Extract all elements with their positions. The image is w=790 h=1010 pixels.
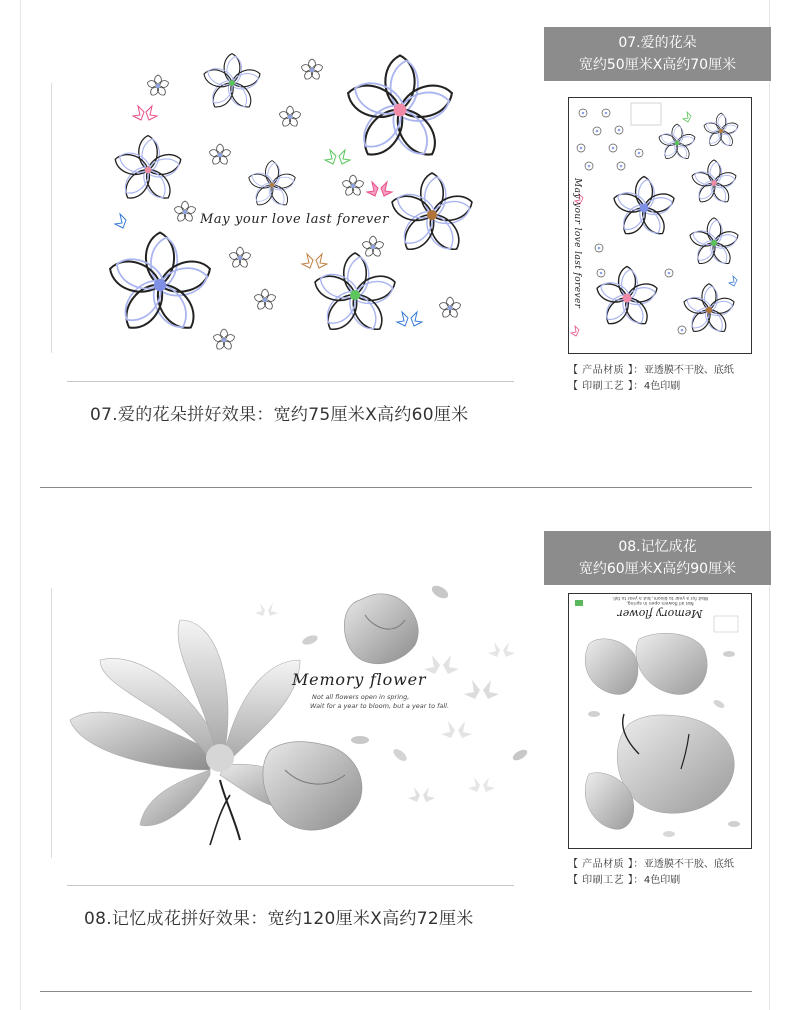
spec-material bbox=[568, 363, 734, 379]
section-separator bbox=[40, 487, 752, 488]
scene-title: Memory flower bbox=[292, 670, 427, 689]
spec-print bbox=[568, 379, 680, 395]
memory-flower-illustration bbox=[60, 580, 530, 880]
product-title: 07.爱的花朵 bbox=[618, 35, 697, 51]
spec-material-value: 亚透膜不干胶、底纸 bbox=[643, 859, 734, 870]
svg-text:May your love last forever: May your love last forever bbox=[572, 178, 582, 309]
product-sheet-size: 宽约60厘米X高约90厘米 bbox=[578, 561, 737, 577]
product-title: 08.记忆成花 bbox=[618, 539, 697, 555]
svg-text:Wait for a year to bloom, but: Wait for a year to bloom, but a year to fall. bbox=[611, 595, 709, 600]
scene-subtitle-2: Wait for a year to bloom, but a year to fall. bbox=[310, 702, 450, 710]
sticker-sheet-art bbox=[569, 98, 751, 353]
assembled-size-caption: 07.爱的花朵拼好效果：宽约75厘米X高约60厘米 bbox=[90, 405, 469, 425]
svg-text:Not all flowers open in spring: Not all flowers open in spring, bbox=[626, 600, 694, 605]
spec-print-key: 【 印刷工艺 】： bbox=[568, 381, 644, 392]
product-scene-07 bbox=[60, 40, 530, 370]
spec-material-value: 亚透膜不干胶、底纸 bbox=[643, 365, 734, 376]
spec-print-value: 4色印刷 bbox=[643, 381, 681, 392]
section-separator bbox=[40, 991, 752, 992]
flower-illustration-07 bbox=[60, 40, 530, 370]
sticker-sheet-preview bbox=[568, 97, 752, 354]
spec-print bbox=[568, 873, 680, 889]
product-scene-08 bbox=[60, 580, 530, 880]
assembled-size-caption: 08.记忆成花拼好效果：宽约120厘米X高约72厘米 bbox=[84, 909, 474, 929]
spec-print-key: 【 印刷工艺 】： bbox=[568, 875, 644, 886]
spec-material-key: 【 产品材质 】： bbox=[568, 859, 644, 870]
caption-divider bbox=[67, 885, 514, 886]
scene-left-border bbox=[51, 588, 52, 858]
product-label bbox=[544, 27, 771, 81]
svg-text:Memory flower: Memory flower bbox=[617, 607, 703, 620]
spec-material-key: 【 产品材质 】： bbox=[568, 365, 644, 376]
sticker-sheet-preview bbox=[568, 593, 752, 849]
scene-left-border bbox=[51, 83, 52, 353]
product-section-07 bbox=[0, 0, 790, 490]
sticker-sheet-art bbox=[569, 594, 751, 848]
product-label bbox=[544, 531, 771, 585]
product-sheet-size: 宽约50厘米X高约70厘米 bbox=[578, 57, 737, 73]
scene-subtitle-1: Not all flowers open in spring, bbox=[312, 693, 410, 701]
product-section-08 bbox=[0, 490, 790, 1010]
spec-print-value: 4色印刷 bbox=[643, 875, 681, 886]
scene-tagline: May your love last forever bbox=[200, 212, 389, 227]
spec-material bbox=[568, 857, 734, 873]
caption-divider bbox=[67, 381, 514, 382]
